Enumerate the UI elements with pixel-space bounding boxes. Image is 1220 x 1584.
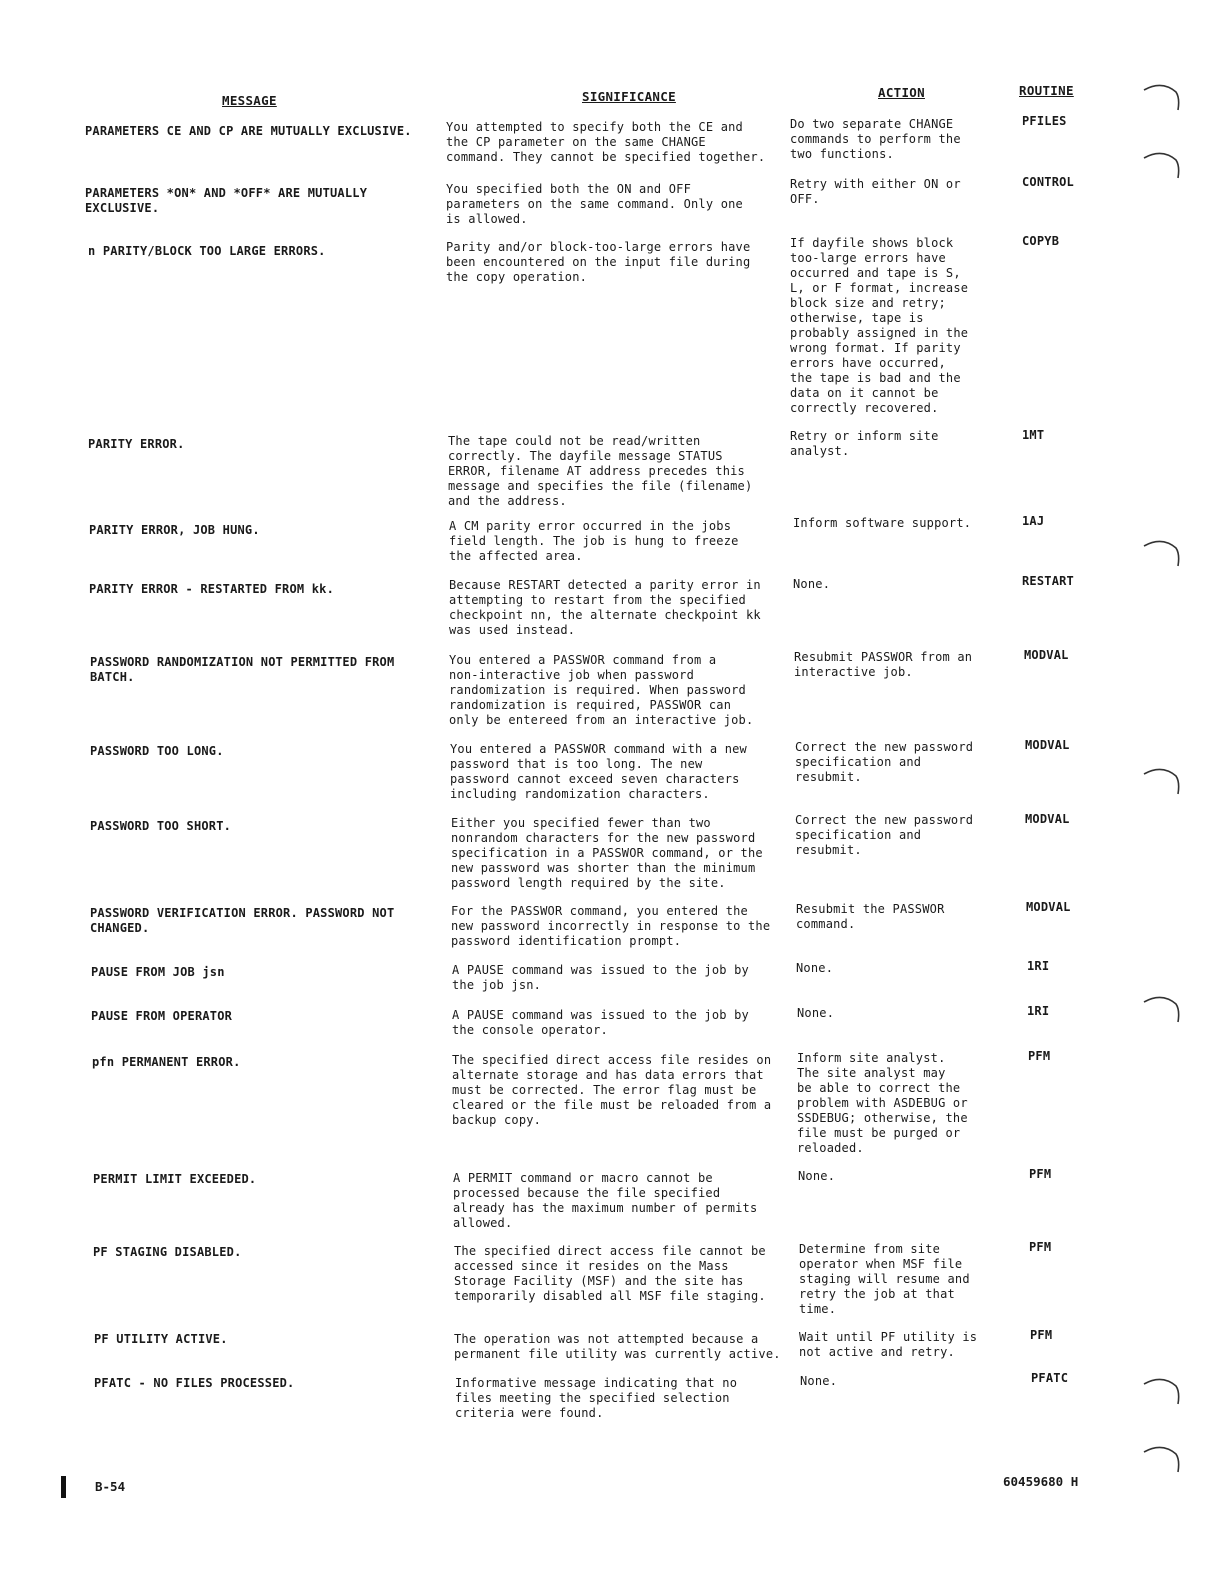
message-cell: PERMIT LIMIT EXCEEDED. [93,1172,257,1186]
binder-hole-mark [1142,994,1182,1024]
binder-hole-mark [1142,1444,1182,1474]
action-cell: Wait until PF utility is not active and retry. [799,1330,978,1359]
action-cell: Resubmit the PASSWOR command. [796,902,945,931]
significance-cell: The specified direct access file cannot be accessed since it resides on the Mass Storage Facility (MSF) and the site has temporarily disabled all MSF file staging. [454,1244,766,1303]
message-cell: PARITY ERROR. [88,437,185,451]
routine-cell: 1AJ [1022,514,1045,528]
message-cell: PF UTILITY ACTIVE. [94,1332,228,1346]
message-cell: n PARITY/BLOCK TOO LARGE ERRORS. [88,244,326,258]
routine-cell: 1RI [1027,959,1050,973]
routine-cell: CONTROL [1022,175,1074,189]
message-cell: PAUSE FROM JOB jsn [91,965,225,979]
action-cell: If dayfile shows block too-large errors have occurred and tape is S, L, or F format, increase block size and retry; otherwise, tape is probably assigned in the wrong format. If parity errors have occurred, the tape is bad and the data on it cannot be correctly recovered. [790,236,969,415]
significance-cell: The tape could not be read/written correctly. The dayfile message STATUS ERROR, filename AT address precedes this message and specifies the file (filename) and the address. [448,434,753,508]
routine-cell: MODVAL [1026,900,1071,914]
message-cell: PARAMETERS CE AND CP ARE MUTUALLY EXCLUSIVE. [85,124,412,138]
action-cell: Determine from site operator when MSF file staging will resume and retry the job at that time. [799,1242,970,1316]
message-column-header: MESSAGE [222,93,277,108]
significance-cell: The specified direct access file resides on alternate storage and has data errors that must be corrected. The error flag must be cleared or the file must be reloaded from a backup copy. [452,1053,772,1127]
binder-hole-mark [1142,150,1182,180]
significance-cell: Either you specified fewer than two nonrandom characters for the new password specification in a PASSWOR command, or the new password was shorter than the minimum password length required by the site. [451,816,763,890]
action-cell: None. [793,577,831,591]
routine-cell: 1RI [1027,1004,1050,1018]
message-cell: PASSWORD TOO SHORT. [90,819,232,833]
routine-column-header: ROUTINE [1019,83,1074,98]
significance-cell: You entered a PASSWOR command from a non-interactive job when password randomization is required. When password randomization is required, PASSWOR can only be entereed from an interactive job. [449,653,754,727]
binder-hole-mark [1142,82,1182,112]
binder-hole-mark [1142,1376,1182,1406]
action-cell: Correct the new password specification and resubmit. [795,740,974,784]
action-cell: Resubmit PASSWOR from an interactive job. [794,650,973,679]
action-cell: None. [800,1374,838,1388]
routine-cell: PFM [1029,1167,1052,1181]
routine-cell: 1MT [1022,428,1045,442]
message-cell: pfn PERMANENT ERROR. [92,1055,241,1069]
binder-hole-mark [1142,538,1182,568]
significance-cell: Because RESTART detected a parity error in attempting to restart from the specified checkpoint nn, the alternate checkpoint kk was used instead. [449,578,761,637]
message-cell: PARITY ERROR, JOB HUNG. [89,523,260,537]
action-cell: Retry or inform site analyst. [790,429,939,458]
message-cell: PAUSE FROM OPERATOR [91,1009,233,1023]
significance-cell: A PAUSE command was issued to the job by the console operator. [452,1008,749,1037]
significance-column-header: SIGNIFICANCE [582,89,676,104]
routine-cell: COPYB [1022,234,1060,248]
action-cell: None. [796,961,834,975]
page-number: B-54 [95,1479,126,1494]
routine-cell: MODVAL [1025,812,1070,826]
significance-cell: The operation was not attempted because a permanent file utility was currently active. [454,1332,781,1361]
message-cell: PASSWORD TOO LONG. [90,744,224,758]
routine-cell: RESTART [1022,574,1074,588]
message-cell: PARITY ERROR - RESTARTED FROM kk. [89,582,335,596]
significance-cell: A CM parity error occurred in the jobs field length. The job is hung to freeze the affected area. [449,519,739,563]
document-number: 60459680 H [1003,1474,1079,1489]
significance-cell: For the PASSWOR command, you entered the new password incorrectly in response to the password identification prompt. [451,904,771,948]
significance-cell: A PAUSE command was issued to the job by the job jsn. [452,963,749,992]
action-column-header: ACTION [878,85,925,100]
message-cell: PF STAGING DISABLED. [93,1245,242,1259]
message-cell: PASSWORD RANDOMIZATION NOT PERMITTED FROM BATCH. [90,655,395,684]
action-cell: Correct the new password specification and resubmit. [795,813,974,857]
message-cell: PASSWORD VERIFICATION ERROR. PASSWORD NOT CHANGED. [90,906,395,935]
routine-cell: MODVAL [1024,648,1069,662]
binder-hole-mark [1142,766,1182,796]
message-cell: PARAMETERS *ON* AND *OFF* ARE MUTUALLY EXCLUSIVE. [85,186,368,215]
significance-cell: Informative message indicating that no files meeting the specified selection criteria were found. [455,1376,738,1420]
significance-cell: You attempted to specify both the CE and the CP parameter on the same CHANGE command. They cannot be specified together. [446,120,766,164]
action-cell: None. [798,1169,836,1183]
action-cell: Do two separate CHANGE commands to perform the two functions. [790,117,961,161]
significance-cell: A PERMIT command or macro cannot be processed because the file specified already has the maximum number of permits allowed. [453,1171,758,1230]
significance-cell: You entered a PASSWOR command with a new password that is too long. The new password cannot exceed seven characters including randomization characters. [450,742,747,801]
routine-cell: MODVAL [1025,738,1070,752]
action-cell: Inform site analyst. The site analyst may be able to correct the problem with ASDEBUG or SSDEBUG; otherwise, the file must be purged or reloaded. [797,1051,968,1155]
routine-cell: PFILES [1022,114,1067,128]
routine-cell: PFATC [1031,1371,1069,1385]
message-cell: PFATC - NO FILES PROCESSED. [94,1376,295,1390]
change-bar [61,1476,66,1498]
action-cell: Retry with either ON or OFF. [790,177,961,206]
routine-cell: PFM [1030,1328,1053,1342]
action-cell: Inform software support. [793,516,972,530]
significance-cell: You specified both the ON and OFF parameters on the same command. Only one is allowed. [446,182,743,226]
action-cell: None. [797,1006,835,1020]
significance-cell: Parity and/or block-too-large errors have been encountered on the input file during the copy operation. [446,240,751,284]
routine-cell: PFM [1029,1240,1052,1254]
routine-cell: PFM [1028,1049,1051,1063]
